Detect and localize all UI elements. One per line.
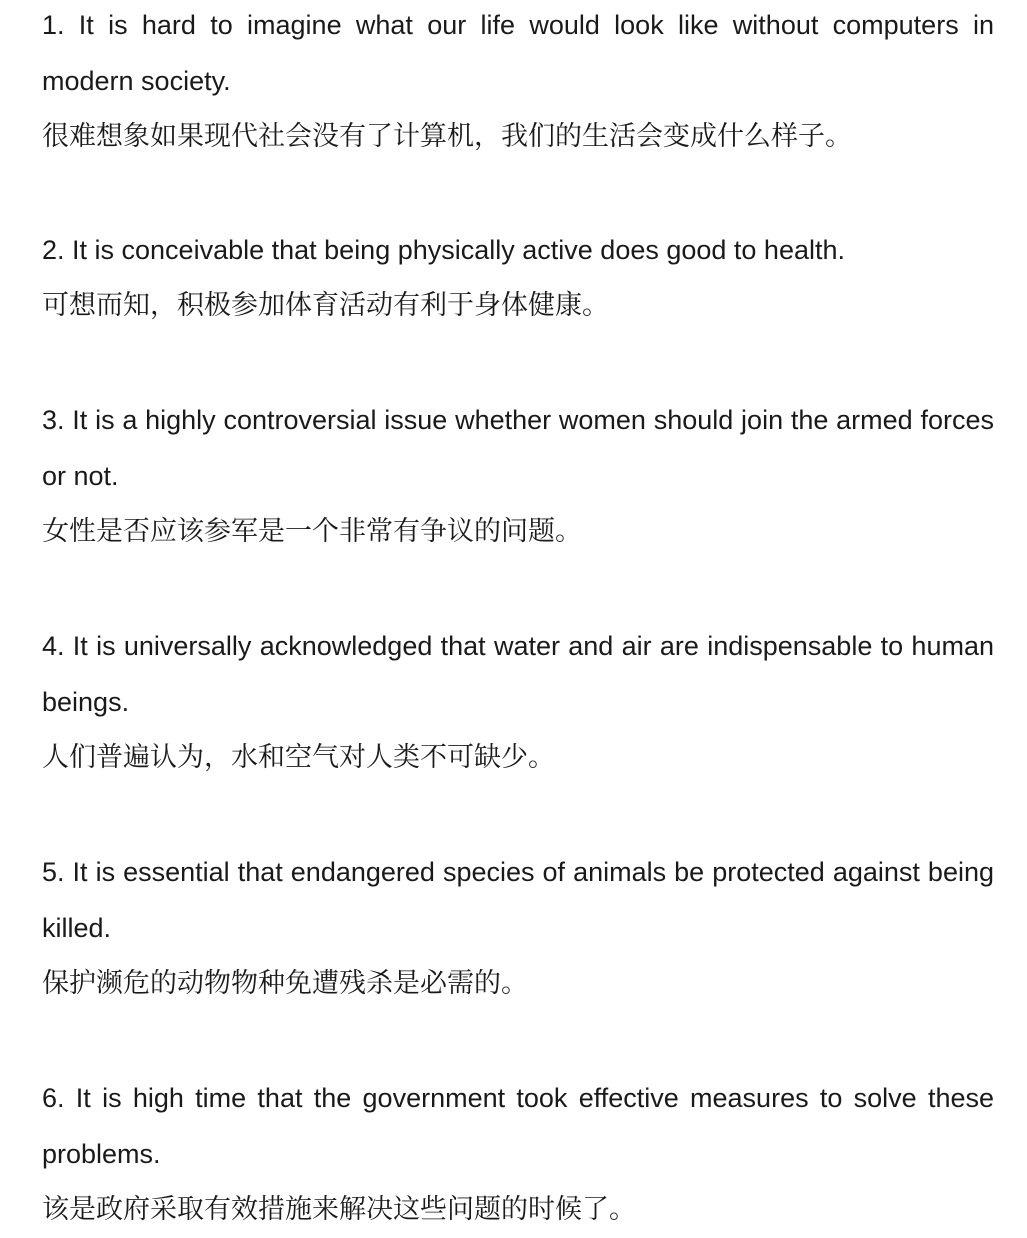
english-sentence: 4. It is universally acknowledged that water and air are indispensable to human beings. bbox=[42, 631, 994, 717]
sentence-entry-2 bbox=[42, 222, 994, 334]
sentence-entry-3 bbox=[42, 392, 994, 560]
chinese-translation: 很难想象如果现代社会没有了计算机，我们的生活会变成什么样子。 bbox=[42, 121, 852, 152]
sentence-entry-1 bbox=[42, 0, 994, 165]
chinese-translation: 可想而知，积极参加体育活动有利于身体健康。 bbox=[42, 290, 609, 321]
sentence-entry-5 bbox=[42, 844, 994, 1012]
chinese-translation: 保护濒危的动物物种免遭残杀是必需的。 bbox=[42, 968, 528, 999]
chinese-translation: 女性是否应该参军是一个非常有争议的问题。 bbox=[42, 516, 582, 547]
chinese-translation: 人们普遍认为，水和空气对人类不可缺少。 bbox=[42, 742, 555, 773]
english-sentence: 1. It is hard to imagine what our life would look like without computers in modern society. bbox=[42, 10, 994, 96]
chinese-translation: 该是政府采取有效措施来解决这些问题的时候了。 bbox=[42, 1194, 636, 1225]
english-sentence: 5. It is essential that endangered species of animals be protected against being killed. bbox=[42, 857, 994, 943]
english-sentence: 3. It is a highly controversial issue whether women should join the armed forces or not. bbox=[42, 405, 994, 491]
sentence-entry-4 bbox=[42, 618, 994, 786]
english-sentence: 6. It is high time that the government took effective measures to solve these problems. bbox=[42, 1083, 994, 1169]
sentence-entry-6 bbox=[42, 1070, 994, 1238]
english-sentence: 2. It is conceivable that being physically active does good to health. bbox=[42, 235, 845, 265]
